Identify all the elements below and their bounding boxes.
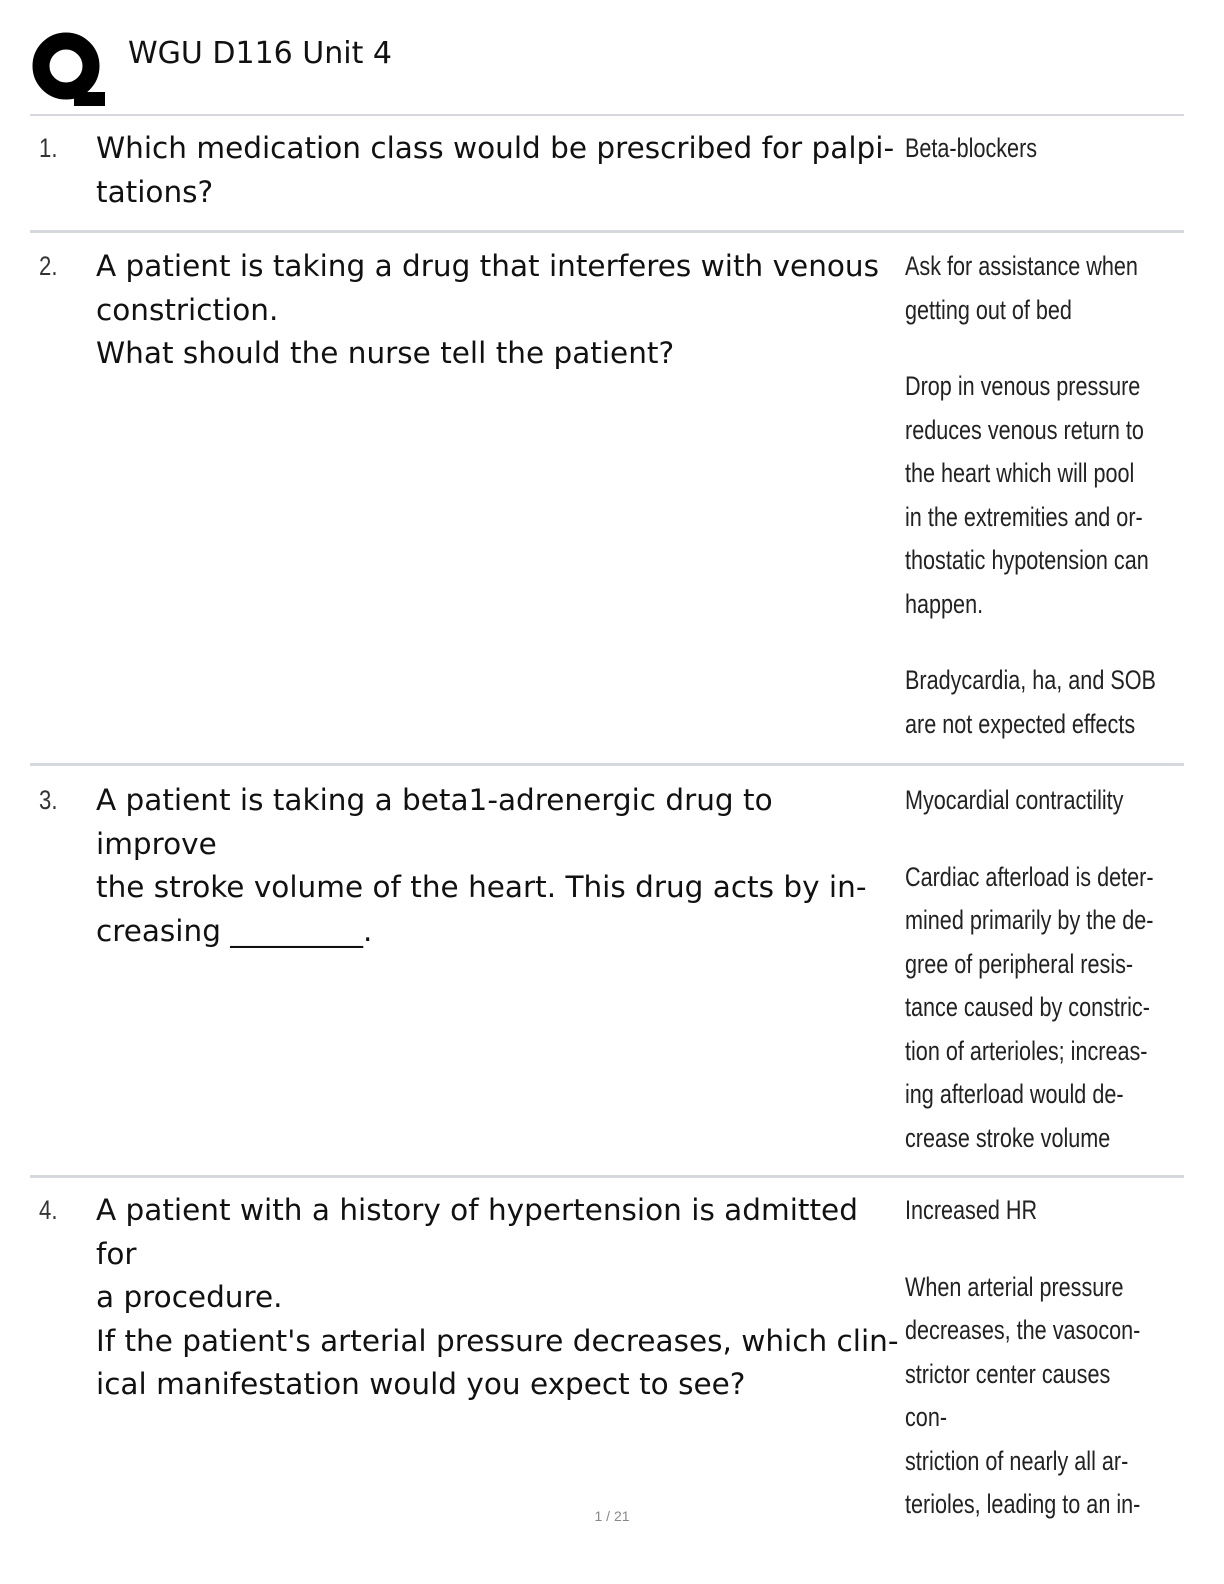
answer-paragraph: When arterial pressure decreases, the vasocon- strictor center causes con- striction of nearly all ar- terioles, leading to an in- — [905, 1271, 1141, 1519]
answer-paragraph: Increased HR — [905, 1195, 1038, 1225]
set-title: WGU D116 Unit 4 — [128, 36, 392, 71]
card-question: A patient is taking a drug that interferes with venous constriction. What should the nurse tell the patient? — [96, 249, 880, 370]
card-number: 4. — [39, 1195, 58, 1225]
card-number: 1. — [39, 133, 58, 163]
page-number: 1 / 21 — [594, 1508, 630, 1524]
flashcard-row — [30, 779, 1184, 1178]
card-answer — [905, 779, 1156, 1160]
card-question: A patient is taking a beta1-adrenergic drug to improve the stroke volume of the heart. This drug acts by in- creasing _________. — [96, 783, 867, 948]
card-number: 2. — [39, 251, 58, 281]
card-number: 3. — [39, 785, 58, 815]
card-question: Which medication class would be prescribed for palpi- tations? — [96, 131, 895, 209]
answer-paragraph: Drop in venous pressure reduces venous return to the heart which will pool in the extremities and or- thostatic hypotension can happen. — [905, 371, 1149, 619]
quizlet-logo-icon — [30, 30, 108, 108]
answer-paragraph: Cardiac afterload is deter- mined primarily by the de- gree of peripheral resis- tance caused by constric- tion of arterioles; increas- ing afterload would de- crease stroke volume — [905, 861, 1154, 1153]
answer-paragraph: Bradycardia, ha, and SOB are not expected effects — [905, 665, 1156, 739]
answer-paragraph: Ask for assistance when getting out of bed — [905, 251, 1138, 325]
answer-paragraph: Beta-blockers — [905, 133, 1038, 163]
card-answer — [905, 245, 1156, 746]
flashcard-row — [30, 245, 1184, 766]
card-question: A patient with a history of hypertension is admitted for a procedure. If the patient's arterial pressure decreases, which clin- ical manifestation would you expect to see? — [96, 1193, 899, 1401]
page-header — [30, 30, 1184, 116]
card-answer — [905, 127, 1156, 171]
flashcard-row — [30, 127, 1184, 233]
card-answer — [905, 1189, 1156, 1527]
answer-paragraph: Myocardial contractility — [905, 785, 1124, 815]
